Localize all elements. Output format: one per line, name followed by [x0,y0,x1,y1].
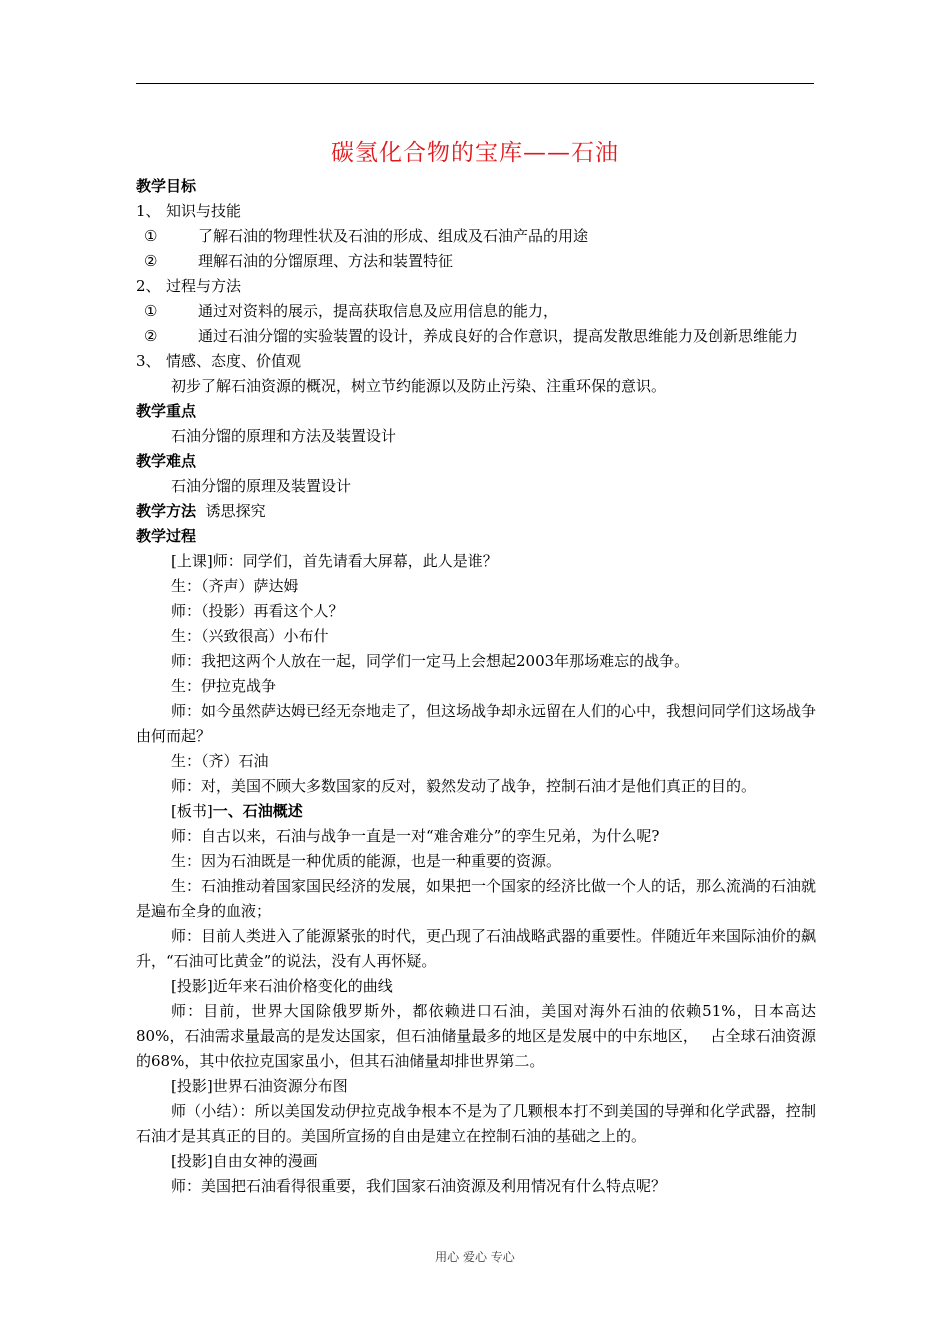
goal-1b-text: 理解石油的分馏原理、方法和装置特征 [198,252,454,270]
key-points-text: 石油分馏的原理和方法及装置设计 [171,427,397,445]
goal-2a-mark: ① [144,302,158,320]
dialogue-line: 师（小结）：所以美国发动伊拉克战争根本不是为了几颗根本打不到美国的导弹和化学武器，控制石油才是其真正的目的。美国所宣扬的自由是建立在控制石油的基础之上的。 [136,1102,816,1145]
header-rule [136,83,814,84]
dialogue-line: 生：石油推动着国家国民经济的发展，如果把一个国家的经济比做一个人的话，那么流淌的石油就是遍布全身的血液； [136,877,817,920]
goal-2b-mark: ② [144,327,158,345]
goal-2-number: 2、 [136,277,161,295]
dialogue-line: 生：（兴致很高）小布什 [171,627,329,645]
goal-2 [136,274,816,299]
goal-1a [136,224,816,249]
dialogue-line: 生：（齐声）萨达姆 [171,577,299,595]
dialogue-line: 师：我把这两个人放在一起，同学们一定马上会想起2003年那场难忘的战争。 [171,652,690,670]
goal-1a-text: 了解石油的物理性状及石油的形成、组成及石油产品的用途 [198,227,589,245]
goal-1b [136,249,816,274]
difficulties-heading: 教学难点 [136,452,197,470]
dialogue-line: 师：美国把石油看得很重要，我们国家石油资源及利用情况有什么特点呢？ [171,1177,667,1195]
goal-2b-text: 通过石油分馏的实验装置的设计，养成良好的合作意识，提高发散思维能力及创新思维能力 [198,327,799,345]
dialogue-line: 师：如今虽然萨达姆已经无奈地走了，但这场战争却永远留在人们的心中，我想问同学们这场战争由何而起？ [136,702,817,745]
goal-3-title: 情感、态度、价值观 [166,352,302,370]
page-footer: 用心 爱心 专心 [435,1250,515,1264]
method-text: 诱思探究 [205,502,266,520]
dialogue-line: 师：自古以来，石油与战争一直是一对“难舍难分”的孪生兄弟，为什么呢? [171,827,660,845]
goals-heading: 教学目标 [136,177,197,195]
goal-1a-mark: ① [144,227,158,245]
blackboard-line [136,799,816,824]
dialogue-line: 生：因为石油既是一种优质的能源，也是一种重要的资源。 [171,852,562,870]
dialogue-line: [投影]自由女神的漫画 [171,1152,318,1170]
goal-3-text: 初步了解石油资源的概况，树立节约能源以及防止污染、注重环保的意识。 [171,377,667,395]
dialogue-line: [投影]世界石油资源分布图 [171,1077,348,1095]
process-heading: 教学过程 [136,527,197,545]
goal-2b [136,324,816,349]
dialogue-line: 生：伊拉克战争 [171,677,277,695]
dialogue-line: 生：（齐）石油 [171,752,269,770]
dialogue-line: [投影]近年来石油价格变化的曲线 [171,977,393,995]
dialogue-line: 师：对，美国不顾大多数国家的反对，毅然发动了战争，控制石油才是他们真正的目的。 [171,777,757,795]
method-heading: 教学方法 [136,502,197,520]
goal-2a-text: 通过对资料的展示，提高获取信息及应用信息的能力， [198,302,559,320]
goal-1b-mark: ② [144,252,158,270]
dialogue-line: 师：目前人类进入了能源紧张的时代，更凸现了石油战略武器的重要性。伴随近年来国际油价的飙升，“石油可比黄金”的说法，没有人再怀疑。 [136,927,817,970]
difficulties-text: 石油分馏的原理及装置设计 [171,477,352,495]
goal-1-number: 1、 [136,202,161,220]
dialogue-line: 师：（投影）再看这个人？ [171,602,344,620]
key-points-heading: 教学重点 [136,402,197,420]
document-body [136,174,816,1199]
goal-1 [136,199,816,224]
goal-2a [136,299,816,324]
dialogue-line: [上课]师：同学们，首先请看大屏幕，此人是谁？ [171,552,498,570]
method-line [136,499,816,524]
goal-1-title: 知识与技能 [166,202,242,220]
dialogue-line: 师：目前，世界大国除俄罗斯外，都依赖进口石油，美国对海外石油的依赖51%，日本高达80%，石油需求量最高的是发达国家，但石油储量最多的地区是发展中的中东地区， 占全球石油资源的68%，其中依拉克国家虽小，但其石油储量却排世界第二。 [136,1002,816,1070]
section-1-heading: 一、石油概述 [212,802,303,820]
page-title: 碳氢化合物的宝库——石油 [331,140,619,166]
blackboard-prefix: [板书] [171,802,213,820]
goal-3-number: 3、 [136,352,161,370]
goal-2-title: 过程与方法 [166,277,242,295]
goal-3 [136,349,816,374]
